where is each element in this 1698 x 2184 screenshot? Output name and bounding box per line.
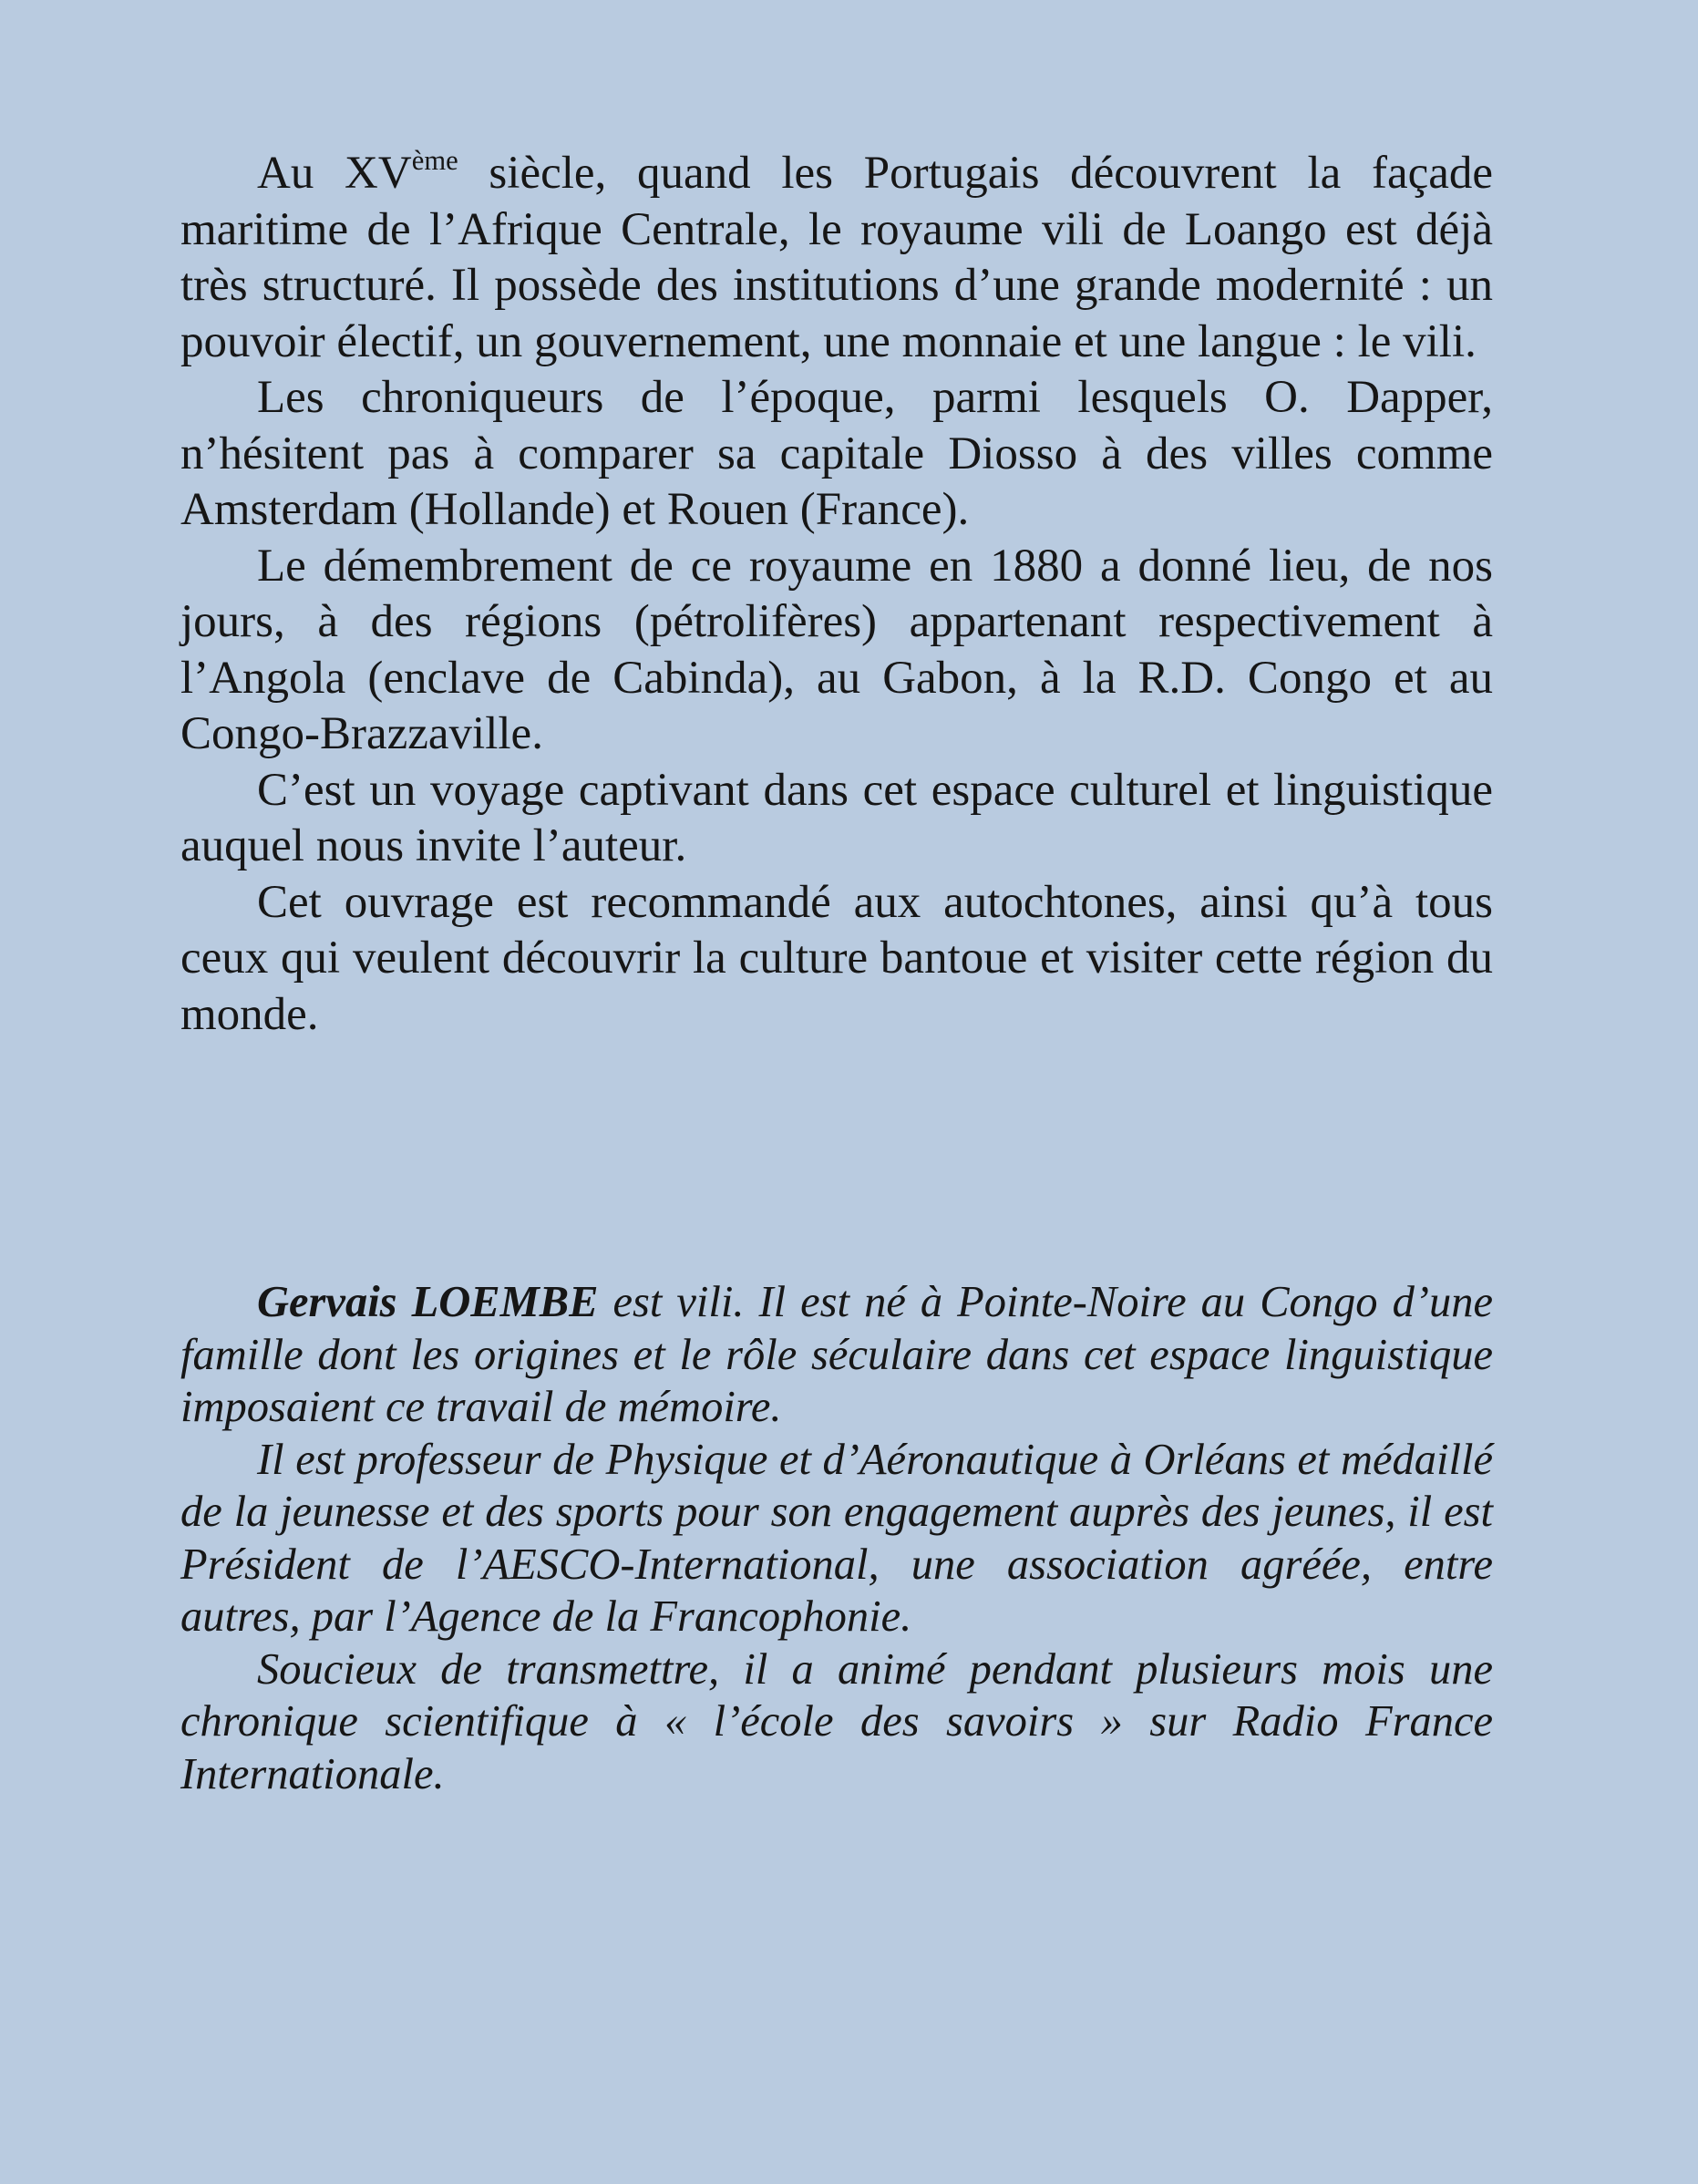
blurb-paragraph-3: Le démembrement de ce royaume en 1880 a donné lieu, de nos jours, à des régions (pétrolifères) appartenant respectivement à l’Angola (enclave de Cabinda), au Gabon, à la R.D. Congo et au Congo-Brazzaville. xyxy=(180,540,1493,759)
author-name: Gervais LOEMBE xyxy=(257,1278,599,1326)
blurb-paragraph-2: Les chroniqueurs de l’époque, parmi lesquels O. Dapper, n’hésitent pas à comparer sa capitale Diosso à des villes comme Amsterdam (Hollande) et Rouen (France). xyxy=(180,372,1493,535)
author-bio-p1-rest: est vili. Il est né à Pointe-Noire au Congo d’une famille dont les origines et le rôle séculaire dans cet espace linguistique imposaient ce travail de mémoire. xyxy=(180,1278,1494,1431)
blurb-paragraph-4: C’est un voyage captivant dans cet espace culturel et linguistique auquel nous invite l’auteur. xyxy=(180,764,1493,871)
blurb-p1-lead: Au XV xyxy=(257,148,412,199)
blurb-paragraph-1 xyxy=(180,146,1493,370)
author-bio-paragraph-2: Il est professeur de Physique et d’Aéronautique à Orléans et médaillé de la jeunesse et des sports pour son engagement auprès des jeunes, il est Président de l’AESCO-International, une association agréée, entre autres, par l’Agence de la Francophonie. xyxy=(180,1435,1493,1641)
author-bio-paragraph-3: Soucieux de transmettre, il a animé pendant plusieurs mois une chronique scientifique à « l’école des savoirs » sur Radio France Internationale. xyxy=(180,1644,1493,1798)
blurb-p1-rest: siècle, quand les Portugais découvrent la façade maritime de l’Afrique Centrale, le royaume vili de Loango est déjà très structuré. Il possède des institutions d’une grande modernité : un pouvoir électif, un gouvernement, une monnaie et une langue : le vili. xyxy=(180,148,1494,367)
ordinal-superscript: ème xyxy=(411,145,458,176)
author-bio-paragraph-1 xyxy=(180,1276,1493,1434)
blurb-paragraph-5: Cet ouvrage est recommandé aux autochtones, ainsi qu’à tous ceux qui veulent découvrir la culture bantoue et visiter cette région du monde. xyxy=(180,876,1493,1040)
book-blurb xyxy=(180,146,1493,1043)
author-biography xyxy=(180,1276,1493,1800)
